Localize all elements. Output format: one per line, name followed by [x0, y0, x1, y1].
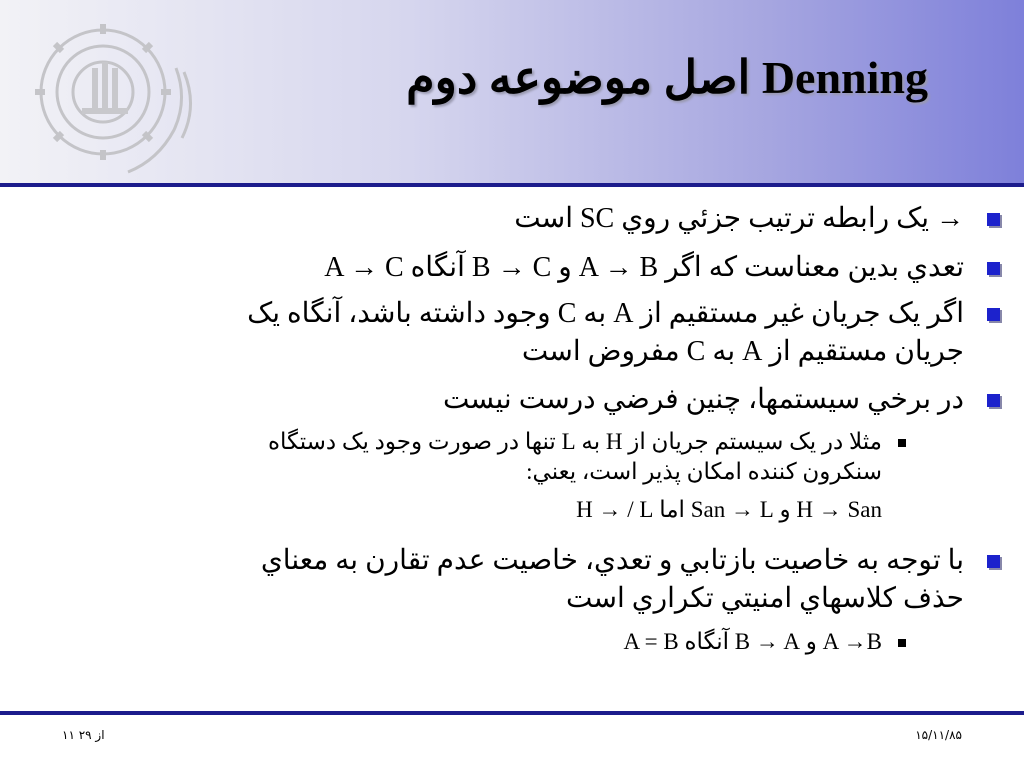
header-divider	[0, 183, 1024, 187]
subbullet-text: A →B و B → A آنگاه A = B	[623, 629, 882, 654]
page-number: ۱۱ از ۲۹	[62, 728, 105, 742]
bullet-square-icon	[987, 308, 1000, 321]
subbullet-text-line: مثلا در یک سیستم جریان از H به L تنها در صورت وجود یک دستگاه	[267, 429, 882, 454]
bullet-square-icon	[987, 555, 1000, 568]
slide-date: ۱۵/۱۱/۸۵	[915, 728, 962, 742]
slide-content	[60, 196, 964, 678]
university-logo	[28, 20, 208, 180]
subbullet-text-line: سنکرون کننده امکان پذیر است، یعني:	[526, 459, 882, 484]
subbullet-item	[268, 427, 882, 525]
bullet-item	[443, 381, 964, 419]
subbullet-square-icon	[898, 639, 906, 647]
bullet-text-line: با توجه به خاصیت بازتابي و تعدي، خاصیت عدم تقارن به معناي	[260, 545, 964, 576]
bullet-text-line: جریان مستقیم از A به C مفروض است	[521, 336, 964, 367]
slide-title: اصل موضوعه دوم Denning	[406, 52, 928, 103]
bullet-text: تعدي بدين معناست که اگر A → B و B → C آنگاه A → C	[324, 252, 964, 283]
bullet-item	[514, 200, 964, 238]
bullet-text: در برخي سیستمها، چنین فرضي درست نیست	[442, 384, 964, 415]
bullet-item	[324, 249, 964, 287]
bullet-square-icon	[987, 394, 1000, 407]
subbullet-item	[624, 627, 882, 657]
bullet-text: → یک رابطه ترتیب جزئي روي SC است	[514, 203, 964, 234]
bullet-square-icon	[987, 262, 1000, 275]
bullet-text-line: حذف کلاسهاي امنیتي تکراري است	[565, 583, 964, 614]
subbullet-formula: H → San و San → L اما H → / L	[576, 497, 882, 522]
bullet-item	[247, 295, 964, 371]
footer-divider	[0, 711, 1024, 715]
bullet-square-icon	[987, 213, 1000, 226]
bullet-text-line: اگر یک جریان غیر مستقیم از A به C وجود داشته باشد، آنگاه یک	[247, 298, 964, 329]
subbullet-square-icon	[898, 439, 906, 447]
bullet-item	[261, 542, 964, 618]
